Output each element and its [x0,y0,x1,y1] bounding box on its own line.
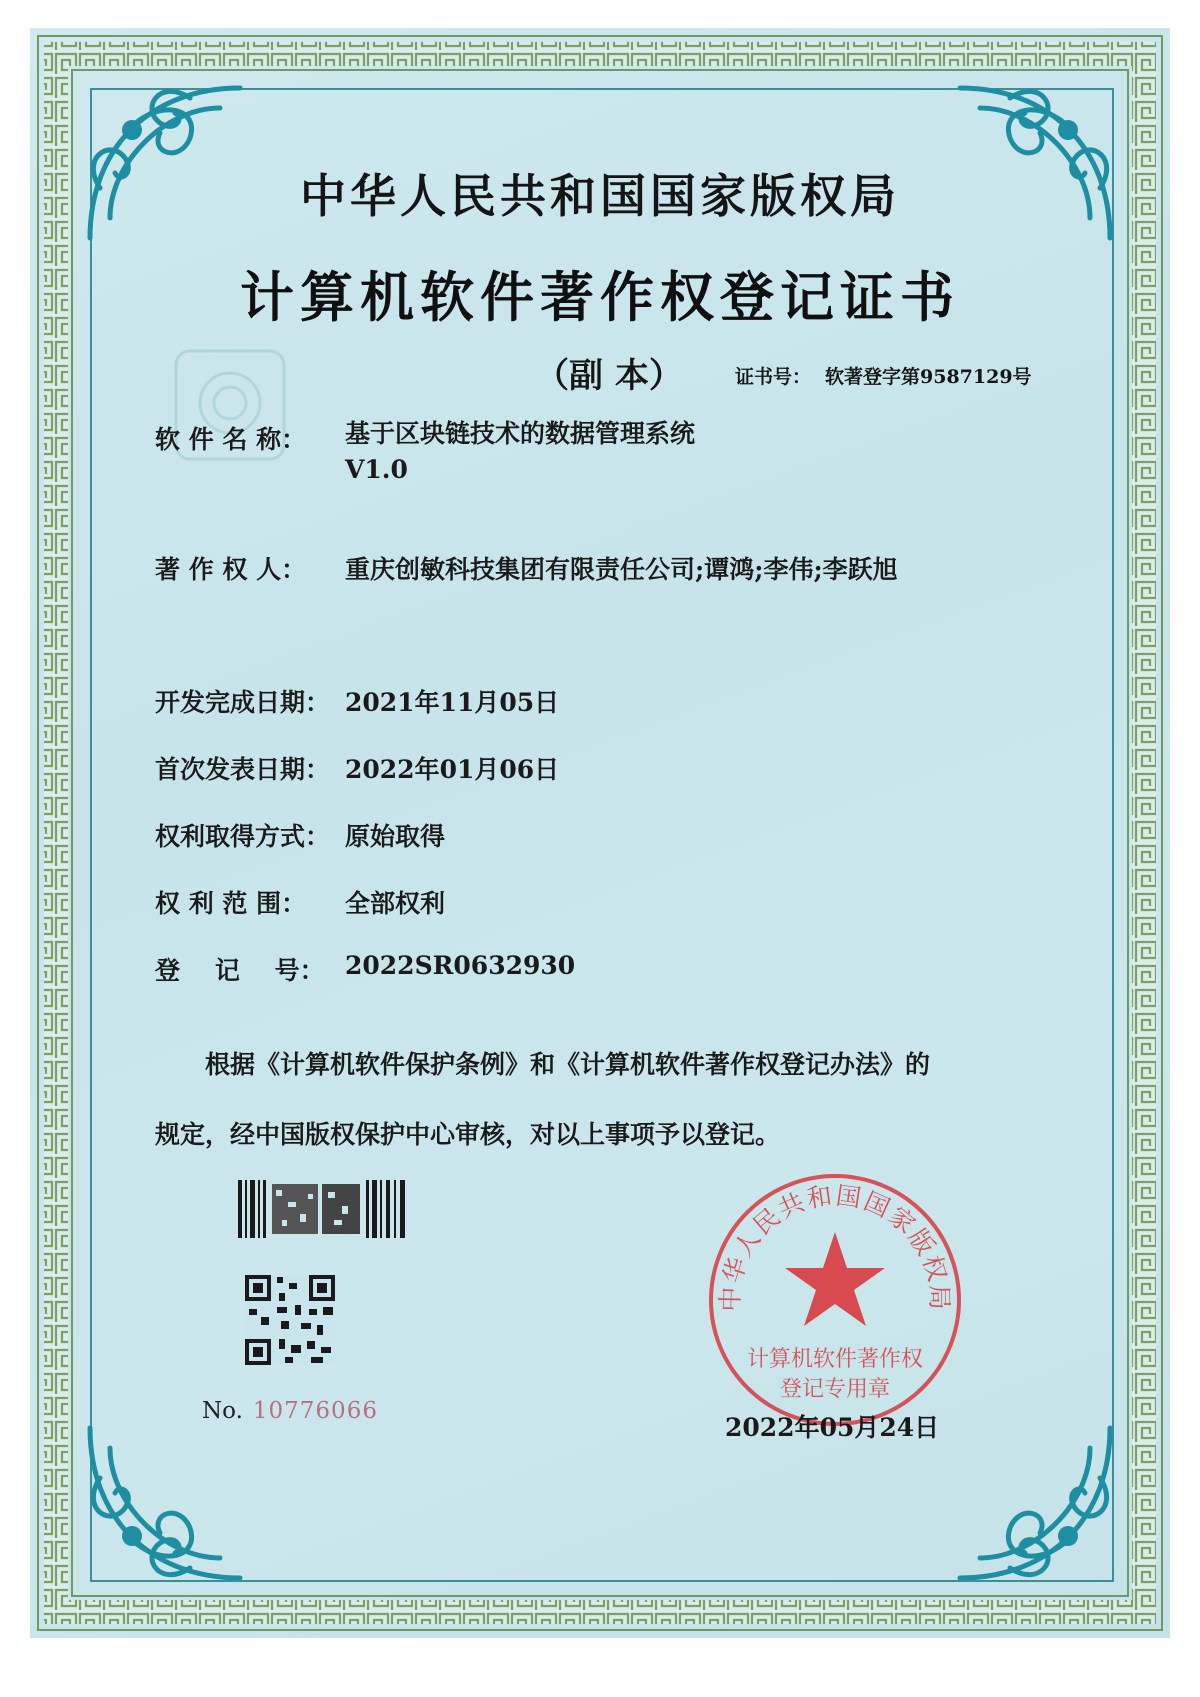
issuer-name: 中华人民共和国国家版权局 [300,169,900,223]
field-label: 软 件 名 称： [155,425,307,454]
field-dev-complete-date [155,683,559,719]
field-label: 登 记 号： [155,956,325,985]
certificate-number-label: 证书号： [735,366,812,388]
field-label: 权 利 范 围： [155,889,307,918]
issue-date: 2022年05月24日 [725,1413,940,1442]
legal-statement [155,1030,1075,1170]
serial-label: No. [202,1398,243,1424]
serial-number [202,1398,378,1424]
field-registration-number [155,951,575,987]
software-version: V1.0 [345,455,408,484]
field-value: 全部权利 [345,889,446,918]
star-icon [785,1232,885,1326]
field-value [345,416,695,488]
qr-code-icon [245,1275,335,1365]
corner-ornament-icon [940,1408,1130,1598]
field-label: 首次发表日期： [155,755,331,784]
serial-value: 10776066 [252,1398,378,1424]
certificate-number [735,362,1032,389]
field-software-name [155,420,695,488]
field-value: 重庆创敏科技集团有限责任公司;谭鸿;李伟;李跃旭 [345,555,898,584]
seal-ring-text: 中华人民共和国国家版权局 [715,1180,955,1313]
statement-line2: 规定，经中国版权保护中心审核，对以上事项予以登记。 [155,1120,781,1149]
field-label: 权利取得方式： [155,822,331,851]
corner-ornament-icon [70,1408,260,1598]
field-label: 开发完成日期： [155,688,331,717]
field-label: 著 作 权 人： [155,555,307,584]
certificate-title: 计算机软件著作权登记证书 [240,265,960,329]
field-first-publish-date [155,750,559,786]
field-rights-method [155,817,445,853]
official-seal [705,1170,965,1430]
field-value: 原始取得 [345,822,446,851]
seal-line2: 登记专用章 [779,1377,891,1402]
statement-line1: 根据《计算机软件保护条例》和《计算机软件著作权登记办法》的 [205,1050,931,1079]
field-copyright-owner [155,550,898,586]
software-name-line1: 基于区块链技术的数据管理系统 [345,419,696,448]
seal-line1: 计算机软件著作权 [746,1347,924,1372]
certificate-number-value: 软著登字第9587129号 [825,366,1032,388]
field-rights-scope [155,884,445,920]
copy-label: （副 本） [535,356,683,396]
field-value: 2022SR0632930 [345,951,576,980]
barcode-icon [238,1180,408,1238]
field-value: 2021年11月05日 [345,688,560,717]
field-value: 2022年01月06日 [345,755,560,784]
